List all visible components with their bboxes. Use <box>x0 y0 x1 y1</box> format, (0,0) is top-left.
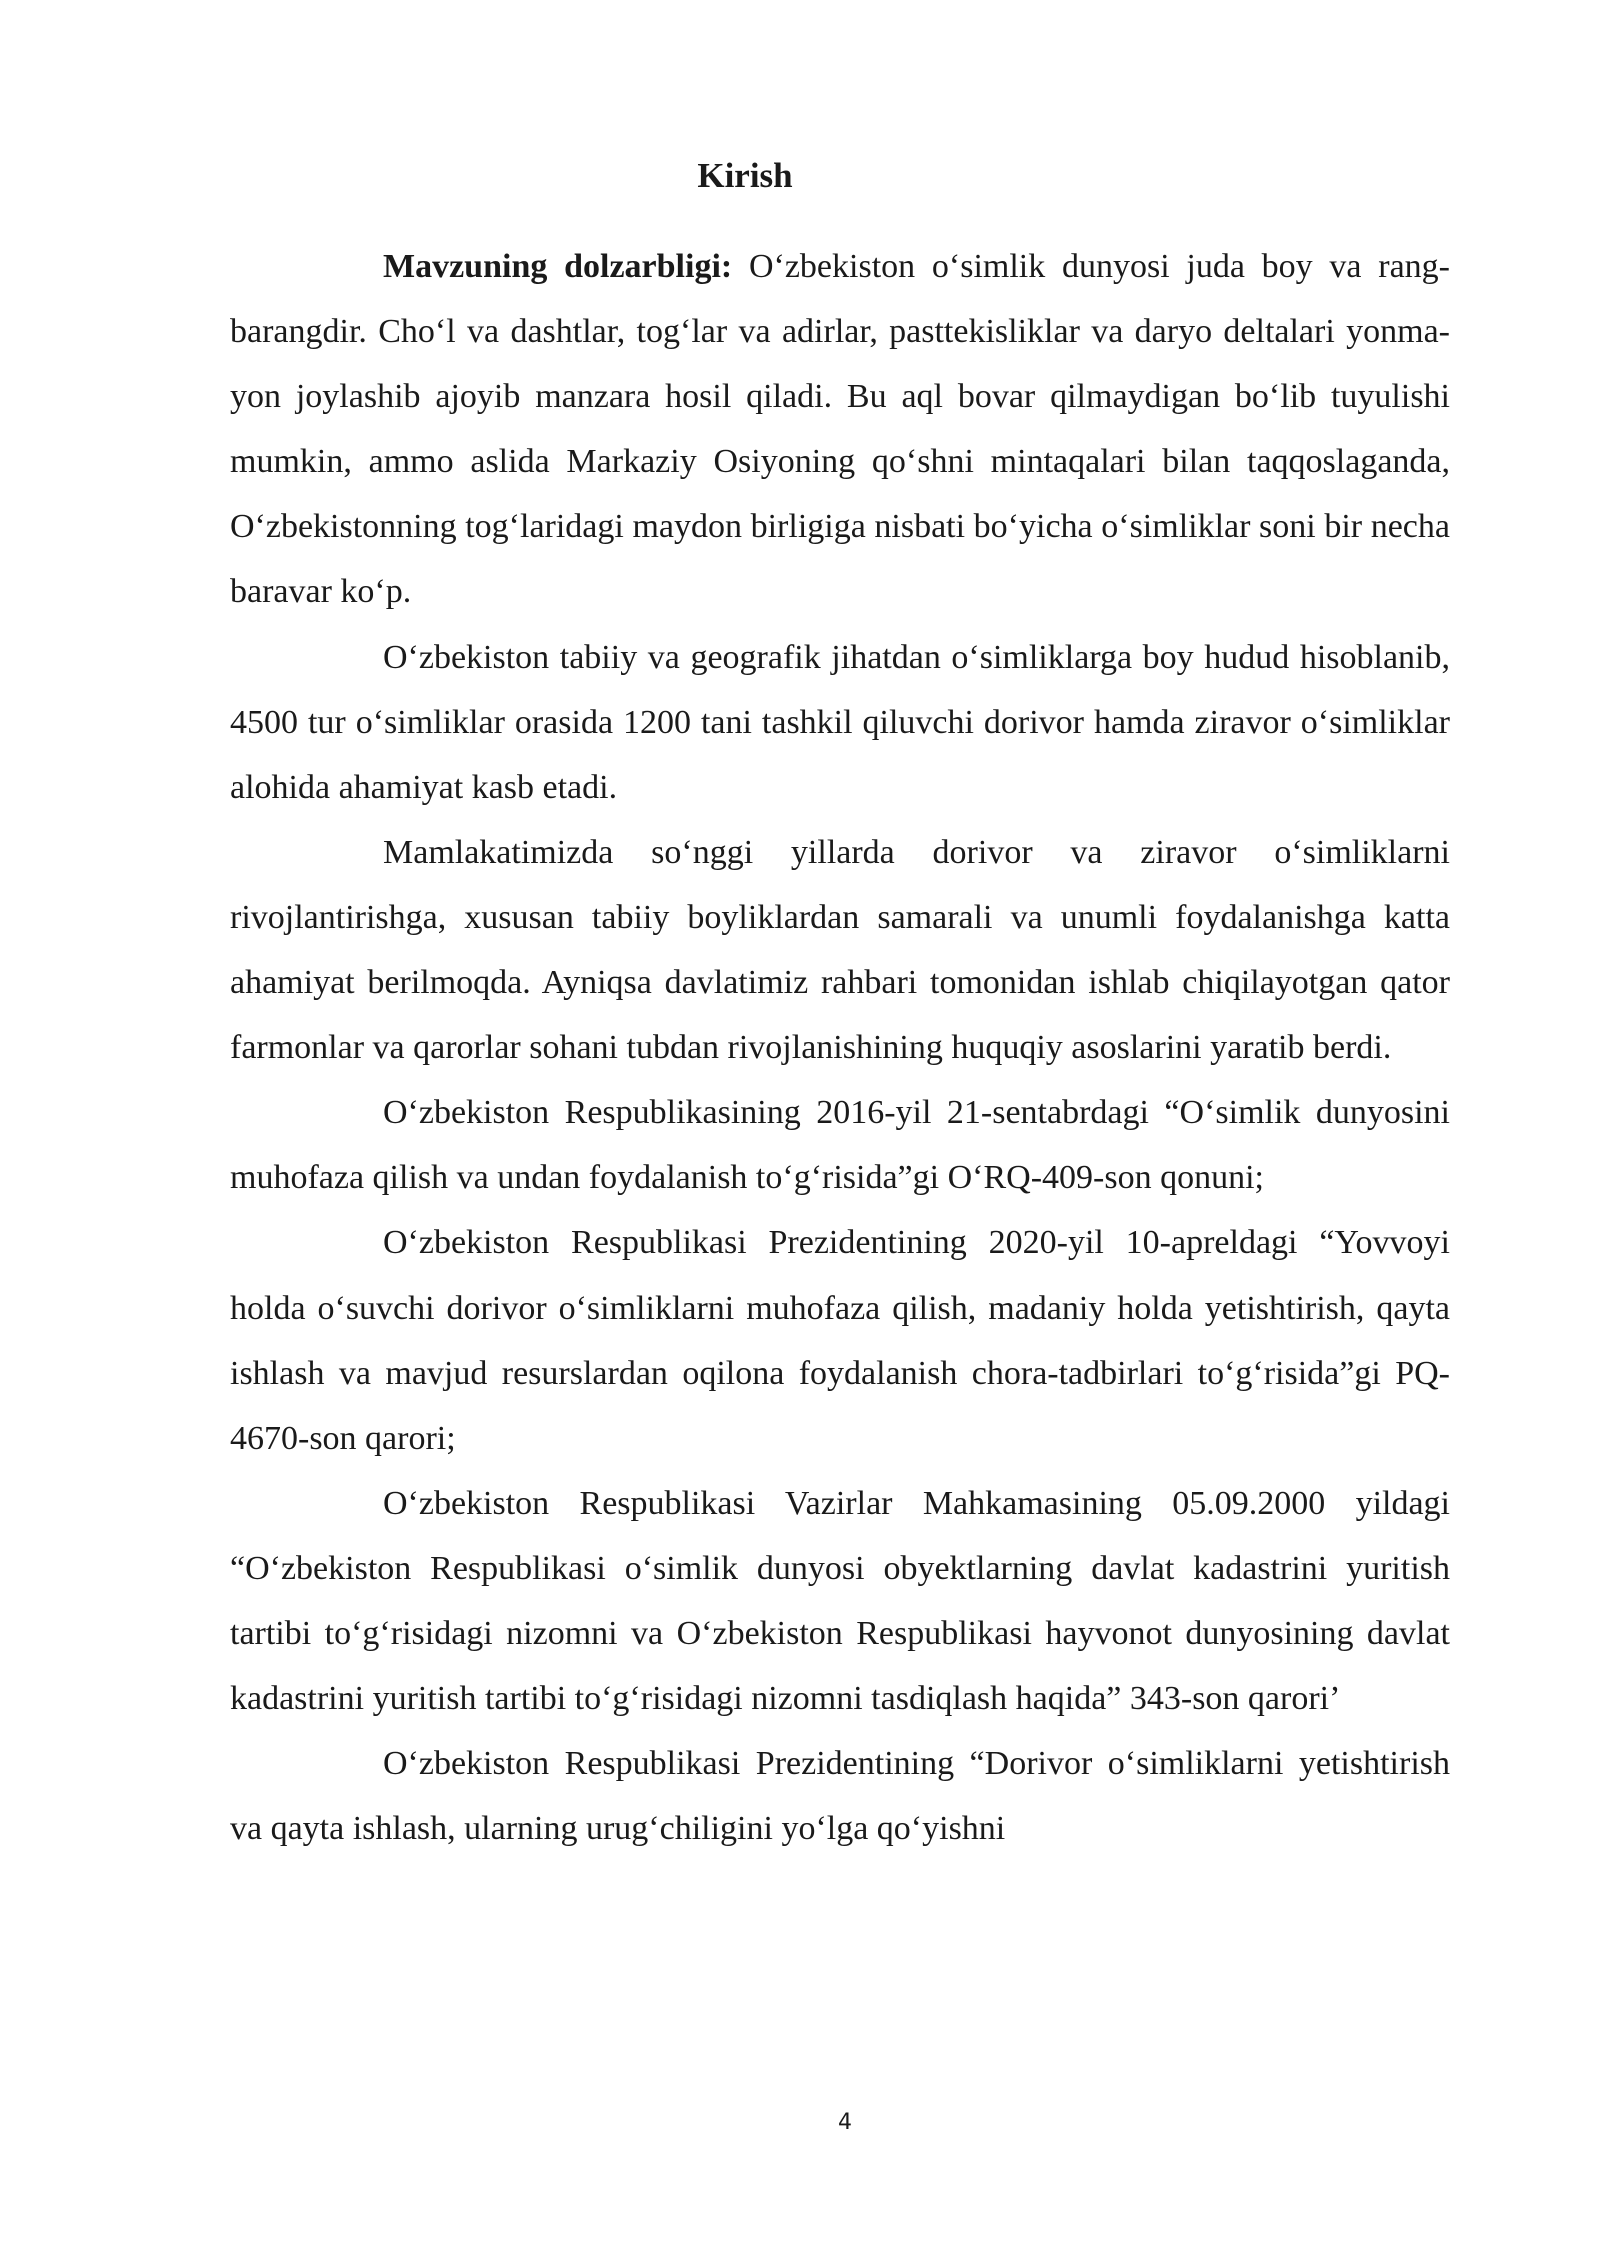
section-heading: Kirish <box>697 156 793 195</box>
paragraph: O‘zbekiston tabiiy va geografik jihatdan o‘simliklarga boy hudud hisoblanib, 4500 tur o‘simliklar orasida 1200 tani tashkil qiluvchi dorivor hamda ziravor o‘simliklar alohida ahamiyat kasb etadi. <box>230 638 1450 806</box>
body-text <box>230 234 1450 1861</box>
page-number: 4 <box>838 2110 852 2135</box>
paragraph-decree-reference: O‘zbekiston Respublikasi Prezidentining 2020-yil 10-apreldagi “Yovvoyi holda o‘suvchi dorivor o‘simliklarni muhofaza qilish, madaniy holda yetishtirish, qayta ishlash va mavjud resurslardan oqilona foydalanish chora-tadbirlari to‘g‘risida”gi PQ-4670-son qarori; <box>230 1224 1450 1457</box>
paragraph-lead-label: Mavzuning dolzarbligi: <box>383 248 733 285</box>
paragraph: Mamlakatimizda so‘nggi yillarda dorivor va ziravor o‘simliklarni rivojlantirishga, xususan tabiiy boyliklardan samarali va unumli foydalanishga katta ahamiyat berilmoqda. Ayniqsa davlatimiz rahbari tomonidan ishlab chiqilayotgan qator farmonlar va qarorlar sohani tubdan rivojlanishining huquqiy asoslarini yaratib berdi. <box>230 833 1450 1067</box>
paragraph-law-reference: O‘zbekiston Respublikasining 2016-yil 21-sentabrdagi “O‘simlik dunyosini muhofaza qilish va undan foydalanish to‘g‘risida”gi O‘RQ-409-son qonuni; <box>230 1094 1450 1197</box>
paragraph-relevance <box>230 234 1450 625</box>
paragraph-text: O‘zbekiston o‘simlik dunyosi juda boy va rang-barangdir. Cho‘l va dashtlar, tog‘lar va adirlar, pasttekisliklar va daryo deltalari yonma-yon joylashib ajoyib manzara hosil qiladi. Bu aql bovar qilmaydigan bo‘lib tuyulishi mumkin, ammo aslida Markaziy Osiyoning qo‘shni mintaqalari bilan taqqoslaganda, O‘zbekistonning tog‘laridagi maydon birligiga nisbati bo‘yicha o‘simliklar soni bir necha baravar ko‘p. <box>230 248 1451 611</box>
paragraph-resolution-reference: O‘zbekiston Respublikasi Vazirlar Mahkamasining 05.09.2000 yildagi “O‘zbekiston Respublikasi o‘simlik dunyosi obyektlarning davlat kadastrini yuritish tartibi to‘g‘risidagi nizomni va O‘zbekiston Respublikasi hayvonot dunyosining davlat kadastrini yuritish tartibi to‘g‘risidagi nizomni tasdiqlash haqida” 343-son qarori’ <box>230 1484 1450 1718</box>
paragraph-decree-reference: O‘zbekiston Respublikasi Prezidentining “Dorivor o‘simliklarni yetishtirish va qayta ishlash, ularning urug‘chiligini yo‘lga qo‘yishni <box>230 1745 1450 1848</box>
